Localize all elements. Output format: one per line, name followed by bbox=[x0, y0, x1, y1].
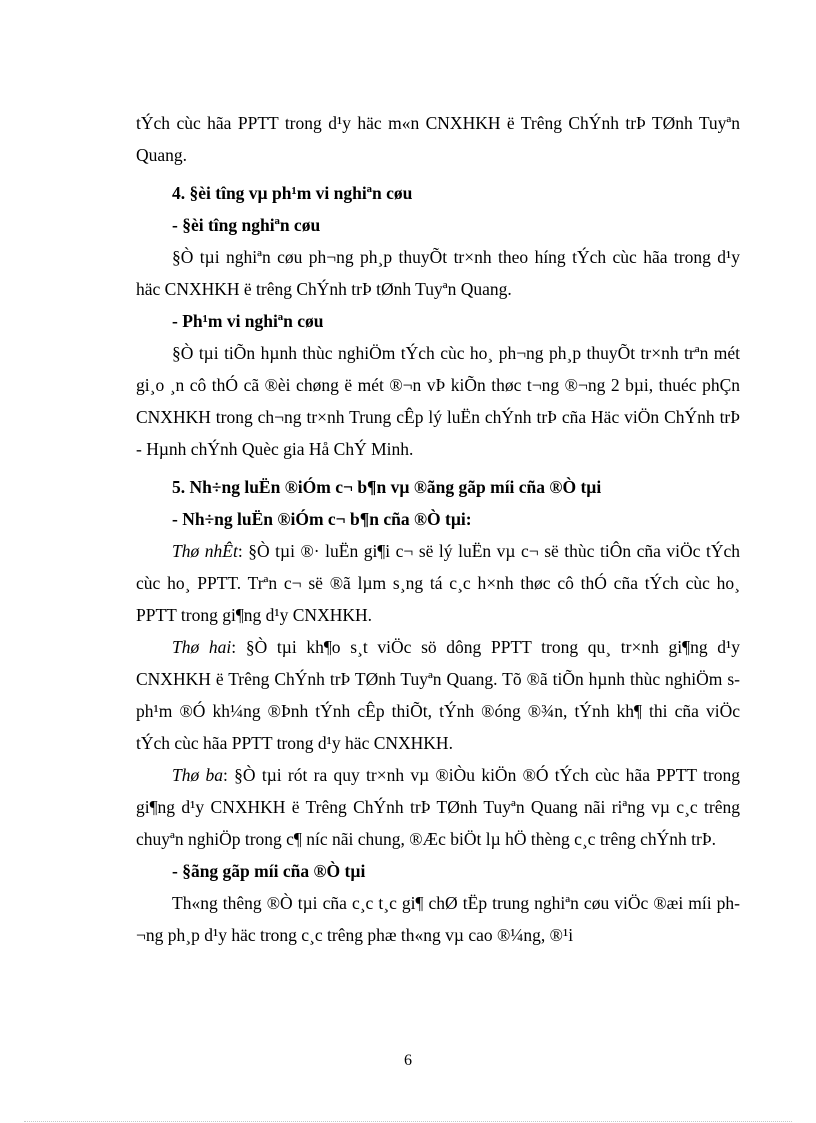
subsection-new-contributions-heading: - §ãng gãp míi cña ®Ò tµi bbox=[172, 861, 366, 881]
paragraph-research-scope: §Ò tµi tiÕn hµnh thùc nghiÖm tÝch cùc ho¸ ph¬ng ph¸p thuyÕt tr×nh trªn mét gi¸o ¸n cô thÓ cã ®èi chøng ë mét ®¬n vÞ kiÕn thøc t¬ng ®¬ng 2 bµi, thuéc phÇn CNXHKH trong ch¬ng tr×nh Trung cÊp lý luËn chÝnh trÞ cña Häc viÖn ChÝnh trÞ - Hµnh chÝnh Quèc gia Hå ChÝ Minh. bbox=[136, 343, 740, 459]
body-text bbox=[136, 107, 740, 951]
point-one-text: : §Ò tµi ®· luËn gi¶i c¬ së lý luËn vµ c¬ së thùc tiÔn cña viÖc tÝch cùc ho¸ PPTT. Trªn c¬ së ®ã lµm s¸ng tá c¸c h×nh thøc cô thÓ cña tÝch cùc ho¸ PPTT trong gi¶ng d¹y CNXHKH. bbox=[136, 541, 740, 625]
subsection-research-object-heading: - §èi tîng nghiªn cøu bbox=[172, 215, 321, 235]
point-one-label: Thø nhÊt bbox=[172, 541, 238, 561]
point-three-label: Thø ba bbox=[172, 765, 224, 785]
point-two-label: Thø hai bbox=[172, 637, 232, 657]
point-two-text: : §Ò tµi kh¶o s¸t viÖc sö dông PPTT trong qu¸ tr×nh gi¶ng d¹y CNXHKH ë Trêng ChÝnh trÞ TØnh Tuyªn Quang. Tõ ®ã tiÕn hµnh thùc nghiÖm s ph¹m ®Ó kh¼ng ®Þnh tÝnh cÊp thiÕt, tÝnh ®óng ®¾n, tÝnh kh¶ thi cña viÖc tÝch cùc hãa PPTT trong d¹y häc CNXHKH. bbox=[136, 637, 740, 753]
subsection-main-points-heading: - Nh÷ng luËn ®iÓm c¬ b¶n cña ®Ò tµi: bbox=[172, 509, 472, 529]
paragraph-continuation: tÝch cùc hãa PPTT trong d¹y häc m«n CNXHKH ë Trêng ChÝnh trÞ TØnh Tuyªn Quang. bbox=[136, 113, 740, 165]
point-three-text: : §Ò tµi rót ra quy tr×nh vµ ®iÒu kiÖn ®Ó tÝch cùc hãa PPTT trong gi¶ng d¹y CNXHKH ë Trêng ChÝnh trÞ TØnh Tuyªn Quang nãi riªng vµ c¸c trêng chuyªn nghiÖp trong c¶ níc nãi chung, ®Æc biÖt lµ hÖ thèng c¸c trêng chÝnh trÞ. bbox=[136, 765, 740, 849]
page-bottom-divider bbox=[24, 1121, 792, 1122]
paragraph-point-three bbox=[136, 759, 740, 855]
paragraph-point-two bbox=[136, 631, 740, 759]
paragraph-new-contributions: Th«ng thêng ®Ò tµi cña c¸c t¸c gi¶ chØ tËp trung nghiªn cøu viÖc ®æi míi ph¬ng ph¸p d¹y häc trong c¸c trêng phæ th«ng vµ cao ®¼ng, ®¹i bbox=[136, 893, 740, 945]
paragraph-research-object: §Ò tµi nghiªn cøu ph¬ng ph¸p thuyÕt tr×nh theo híng tÝch cùc hãa trong d¹y häc CNXHKH ë trêng ChÝnh trÞ tØnh Tuyªn Quang. bbox=[136, 247, 740, 299]
subsection-research-scope-heading: - Ph¹m vi nghiªn cøu bbox=[172, 311, 324, 331]
paragraph-point-one bbox=[136, 535, 740, 631]
section-5-heading: 5. Nh÷ng luËn ®iÓm c¬ b¶n vµ ®ãng gãp míi cña ®Ò tµi bbox=[172, 477, 602, 497]
section-4-heading: 4. §èi tîng vµ ph¹m vi nghiªn cøu bbox=[172, 183, 413, 203]
page-number: 6 bbox=[404, 1052, 412, 1069]
